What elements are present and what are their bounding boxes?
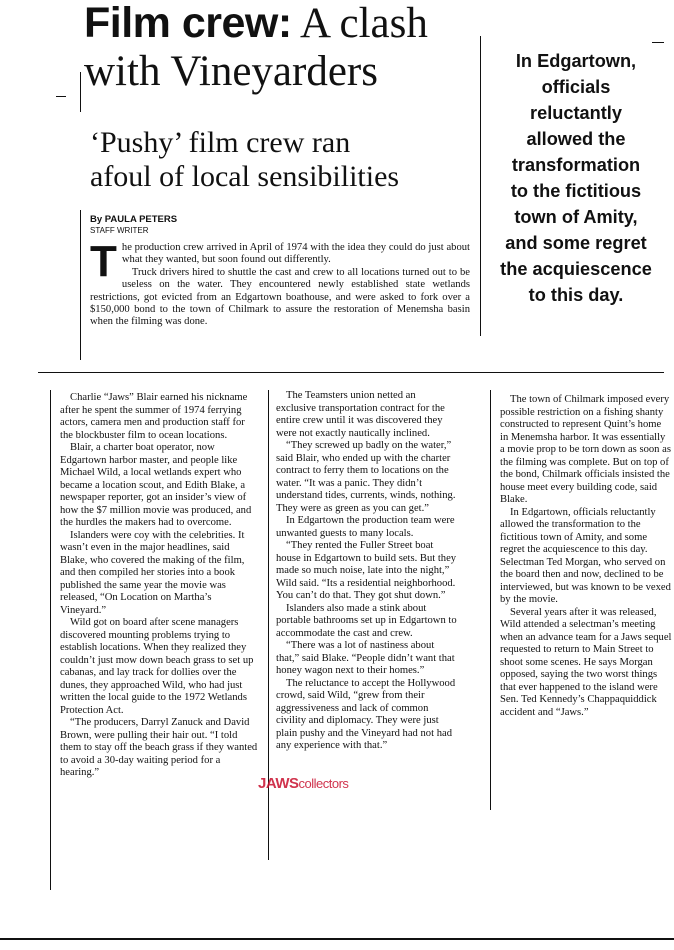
drop-cap: T [90,237,117,286]
subhead [90,126,470,193]
pullquote-line: to the fictitious [510,181,642,201]
paragraph: The town of Chilmark imposed every possible restriction on a fishing shanty constructed to represent Quint’s home in Menemsha harbor. It was essentially a movie prop to be torn down as soon as the filming was complete. But on top of the bond, Chilmark officials insisted the house meet every building code, said Blake. [500,394,671,505]
pullquote-line: reluctantly [530,103,622,123]
headline-rule [80,72,81,112]
subhead-line2: afoul of local sensibilities [90,159,400,193]
paragraph: The reluctance to accept the Hollywood crowd, said Wild, “grew from their aggressiveness and lack of common civility and diplomacy. They were just plain pushy and the Vineyard had not had any experience with that.” [276,677,456,751]
paragraph: Several years after it was released, Wild attended a selectman’s meeting when an advance team for a Jaws sequel requested to return to Main Street to shoot some scenes. He says Morgan opposed, saying the two worst things that ever happened to the island were Sen. Ted Kennedy’s Chappaquiddick accident and “Jaws.” [500,606,672,718]
paragraph: “The producers, Darryl Zanuck and David Brown, were pulling their hair out. “I told them to stay off the beach grass if they wanted to avoid a 30-day waiting period for a hearing.” [60,717,258,778]
paragraph: Islanders were coy with the celebrities. It wasn’t even in the major headlines, said Blake, who covered the making of the film, and then compiled her stories into a book published the same year the movie was released, “On Location on Martha’s Vineyard.” [60,529,245,616]
lead-p2: Truck drivers hired to shuttle the cast and crew to all locations turned out to be useless on the water. They encountered newly established state wetlands restrictions, got evicted from an Edgartown boathouse, and were asked to fork over a $150,000 bond to the town of Chilmark to assure the restoration of Menemsha basin when the filming was done. [90,266,470,328]
headline-line2: with Vineyarders [84,47,378,95]
bottom-rule [0,938,674,940]
lead-paragraphs [90,237,470,329]
headline-bold: Film crew: [84,0,292,47]
crop-mark-top-right [652,42,664,43]
watermark [258,775,348,792]
pullquote-line: transformation [511,155,641,175]
paragraph: Blair, a charter boat operator, now Edgartown harbor master, and people like Michael Wild, a local wetlands expert who became a location scout, and Edith Blake, a newspaper reporter, got an insider’s view of how the $7 million movie was produced, and the hurdles the makers had to overcome. [60,442,252,528]
paragraph: Charlie “Jaws” Blair earned his nickname after he spent the summer of 1974 ferrying actors, camera men and production staff for the blockbuster film to ocean locations. [60,392,248,441]
paragraph: In Edgartown, officials reluctantly allowed the transformation to the fictitious town of Amity, and some regret the acquiescence to this day. Selectman Ted Morgan, who served on the board then and now, declined to be interviewed, but was known to be vexed by the movie. [500,506,671,605]
lead-p1 [90,237,470,286]
pullquote-line: allowed the [526,129,626,149]
column-3 [500,394,672,719]
paragraph: In Edgartown the production team were unwanted guests to many locals. [276,515,455,539]
headline-rest: A clash [291,0,428,47]
pullquote-rule [480,36,481,336]
column-1 [60,392,258,780]
paragraph: “There was a lot of nastiness about that,” said Blake. “People didn’t want that honey wagon next to their homes.” [276,640,455,676]
subhead-line1: ‘Pushy’ film crew ran [90,126,351,159]
section-divider [38,372,664,373]
staff-writer: STAFF WRITER [90,226,149,235]
lead-left-rule [80,210,81,360]
paragraph: Wild got on board after scene managers discovered mounting problems trying to establish locations. When they realized they couldn’t just mow down beach grass to set up cabanas, and lay track for dollies over the dunes, they approached Wild, who had just written the local guide to the 1972 Wetlands Protection Act. [60,617,254,716]
col3-left-rule [490,390,491,810]
pullquote-line: town of Amity, [514,207,638,227]
pullquote-line: the acquiescence [500,259,652,279]
pullquote-line: officials [541,77,611,97]
pullquote-line: and some regret [505,233,647,253]
paragraph: “They rented the Fuller Street boat house in Edgartown to build sets. But they made so much noise, late into the night,” Wild said. “Its a residential neighborhood. You can’t do that. They got shut down.” [276,540,457,601]
watermark-main: JAWS [258,775,299,792]
headline [84,2,474,94]
crop-mark [56,96,66,97]
pull-quote [486,48,666,308]
col1-left-rule [50,390,51,890]
byline: By PAULA PETERS [90,214,178,225]
column-2 [276,390,458,753]
watermark-sub: collectors [298,776,349,791]
paragraph: “They screwed up badly on the water,” said Blair, who ended up with the charter contract to ferry them to locations on the water. “It was a panic. They didn’t understand tides, currents, winds, nothing. They were as green as you can get.” [276,440,456,514]
paragraph: The Teamsters union netted an exclusive transportation contract for the entire crew until it was discovered they were not exactly nautically inclined. [276,390,445,439]
pullquote-line: to this day. [528,285,624,305]
paragraph: Islanders also made a stink about portable bathrooms set up in Edgartown to accommodate the cast and crew. [276,602,457,639]
pullquote-line: In Edgartown, [515,51,637,71]
lead-p1-text: he production crew arrived in April of 1974 with the idea they could do just about what they wanted, but soon found out differently. [121,242,470,266]
